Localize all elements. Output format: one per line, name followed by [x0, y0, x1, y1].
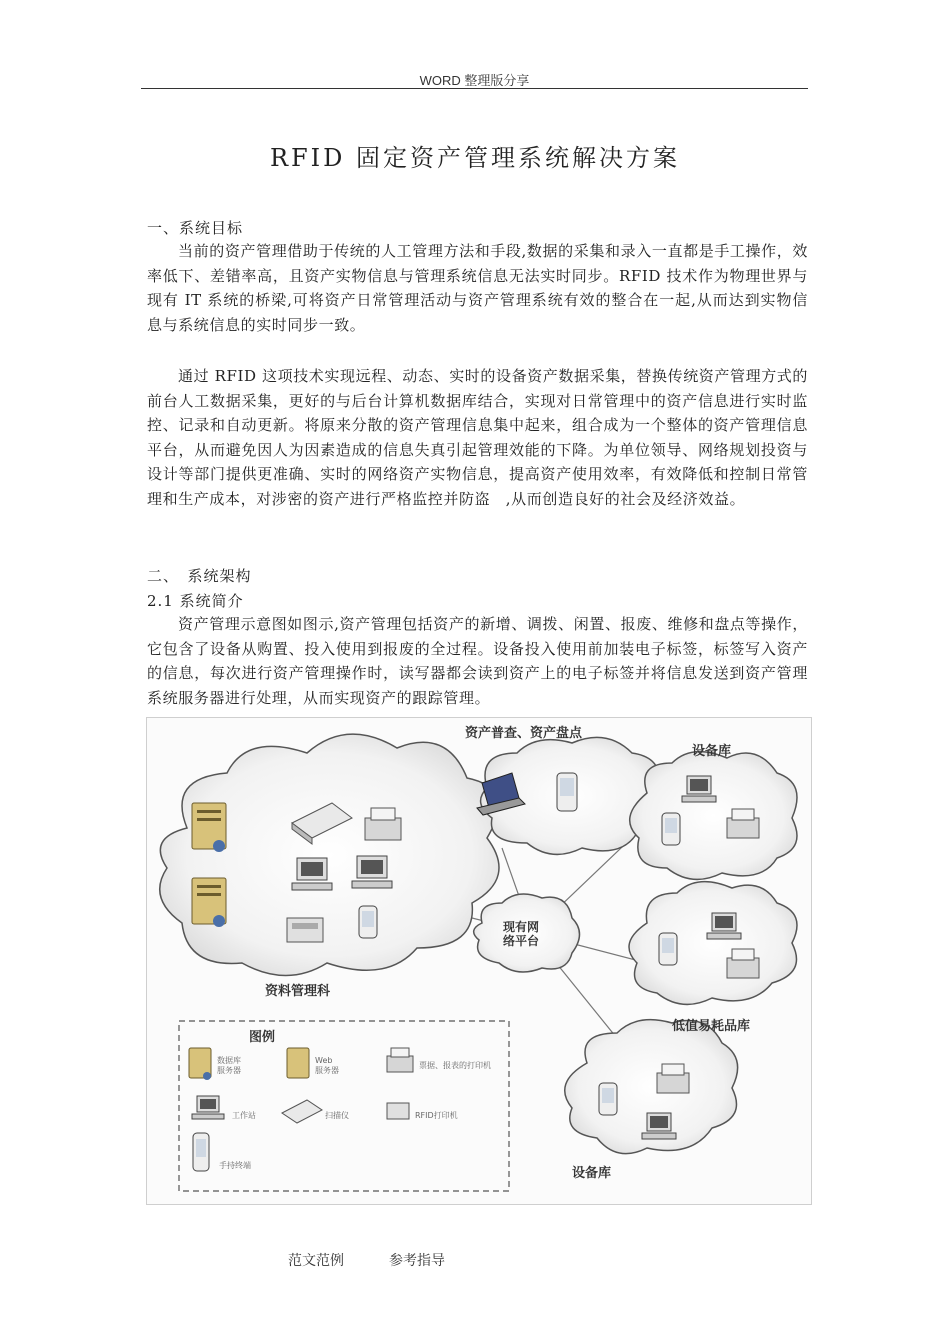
asset-management-diagram	[146, 717, 812, 1205]
legend-db-server	[217, 1056, 241, 1076]
legend-web-server-line-1: Web	[315, 1056, 333, 1065]
network-label-line-1: 现有网	[503, 920, 540, 934]
server-icon	[192, 803, 226, 852]
network-label-line-2: 络平台	[503, 934, 540, 948]
legend-title: 图例	[249, 1030, 276, 1045]
warehouse-bottom-label: 设备库	[572, 1166, 612, 1181]
printer-legend-icon	[387, 1048, 413, 1072]
footer-left: 范文范例	[288, 1253, 344, 1269]
handheld-icon	[659, 933, 677, 965]
document-title: RFID 固定资产管理系统解决方案	[269, 144, 681, 172]
handheld-icon	[359, 906, 377, 938]
network-label	[503, 920, 539, 948]
web-server-legend-icon	[287, 1048, 309, 1078]
workstation-icon	[352, 856, 392, 888]
header-rule	[141, 88, 808, 89]
legend-db-server-line-1: 数据库	[217, 1056, 241, 1065]
workstation-icon	[292, 858, 332, 890]
section-1-heading: 一、系统目标	[147, 219, 244, 237]
db-server-legend-icon	[189, 1048, 211, 1080]
scanner-legend-icon	[282, 1100, 322, 1123]
warehouse-top-cloud	[630, 752, 797, 880]
rfid-printer-legend-icon	[387, 1103, 409, 1119]
section-1-paragraph-1: 当前的资产管理借助于传统的人工管理方法和手段,数据的采集和录入一直都是手工操作，效率低下、差错率高，且资产实物信息与管理系统信息无法实时同步。RFID 技术作为物理世界与现有 IT 系统的桥梁,可将资产日常管理活动与资产管理系统有效的整合在一起,从而达到实物信息与系统信息的实时同步一致。	[147, 242, 808, 334]
section-2-1-heading: 2.1 系统简介	[147, 592, 244, 610]
legend-web-server-line-2: 服务器	[315, 1066, 339, 1075]
section-1-paragraph-2: 通过 RFID 这项技术实现远程、动态、实时的设备资产数据采集，替换传统资产管理方式的前台人工数据采集，更好的与后台计算机数据库结合，实现对日常管理中的资产信息进行实时监控、记录和自动更新。将原来分散的资产管理信息集中起来，组合成为一个整体的资产管理信息平台，从而避免因人为因素造成的信息失真引起管理效能的下降。为单位领导、网络规划投资与设计等部门提供更准确、实时的网络资产实物信息，提高资产使用效率，有效降低和控制日常管理和生产成本，对涉密的资产进行严格监控并防盗 ,从而创造良好的社会及经济效益。	[147, 367, 808, 508]
printer-icon	[727, 809, 759, 838]
workstation-icon	[707, 913, 741, 939]
legend-workstation: 工作站	[232, 1111, 256, 1120]
footer-right: 参考指导	[389, 1253, 445, 1269]
warehouse-top-label: 设备库	[692, 744, 732, 759]
page-header: WORD 整理版分享	[419, 73, 530, 88]
legend-handheld: 手持终端	[219, 1161, 251, 1170]
handheld-icon	[662, 813, 680, 845]
handheld-legend-icon	[193, 1133, 209, 1171]
section-2-1-paragraph: 资产管理示意图如图示,资产管理包括资产的新增、调拨、闲置、报废、维修和盘点等操作，它包含了设备从购置、投入使用到报废的全过程。设备投入使用前加装电子标签，标签写入资产的信息，每次进行资产管理操作时，读写器都会读到资产上的电子标签并将信息发送到资产管理系统服务器进行处理，从而实现资产的跟踪管理。	[147, 615, 808, 707]
records-dept-cloud	[160, 734, 499, 975]
workstation-icon	[682, 776, 716, 802]
rfid-printer-icon	[287, 918, 323, 942]
printer-icon	[657, 1064, 689, 1093]
workstation-icon	[642, 1113, 676, 1139]
low-value-cloud	[629, 882, 797, 1005]
section-2-heading: 二、 系统架构	[147, 567, 252, 585]
records-dept-label: 资料管理科	[265, 984, 331, 999]
legend-web-server	[315, 1056, 339, 1076]
legend-scanner: 扫描仪	[325, 1111, 349, 1120]
low-value-label: 低值易耗品库	[672, 1019, 751, 1034]
diagram-graphics	[147, 718, 811, 1204]
inventory-label: 资产普查、资产盘点	[465, 726, 583, 741]
handheld-icon	[599, 1083, 617, 1115]
legend-printer: 票据、报表的打印机	[419, 1061, 491, 1070]
printer-icon	[727, 949, 759, 978]
legend-rfid-printer: RFID打印机	[415, 1111, 458, 1120]
handheld-icon	[557, 773, 577, 811]
server-icon	[192, 878, 226, 927]
legend-db-server-line-2: 服务器	[217, 1066, 241, 1075]
workstation-legend-icon	[192, 1096, 224, 1119]
